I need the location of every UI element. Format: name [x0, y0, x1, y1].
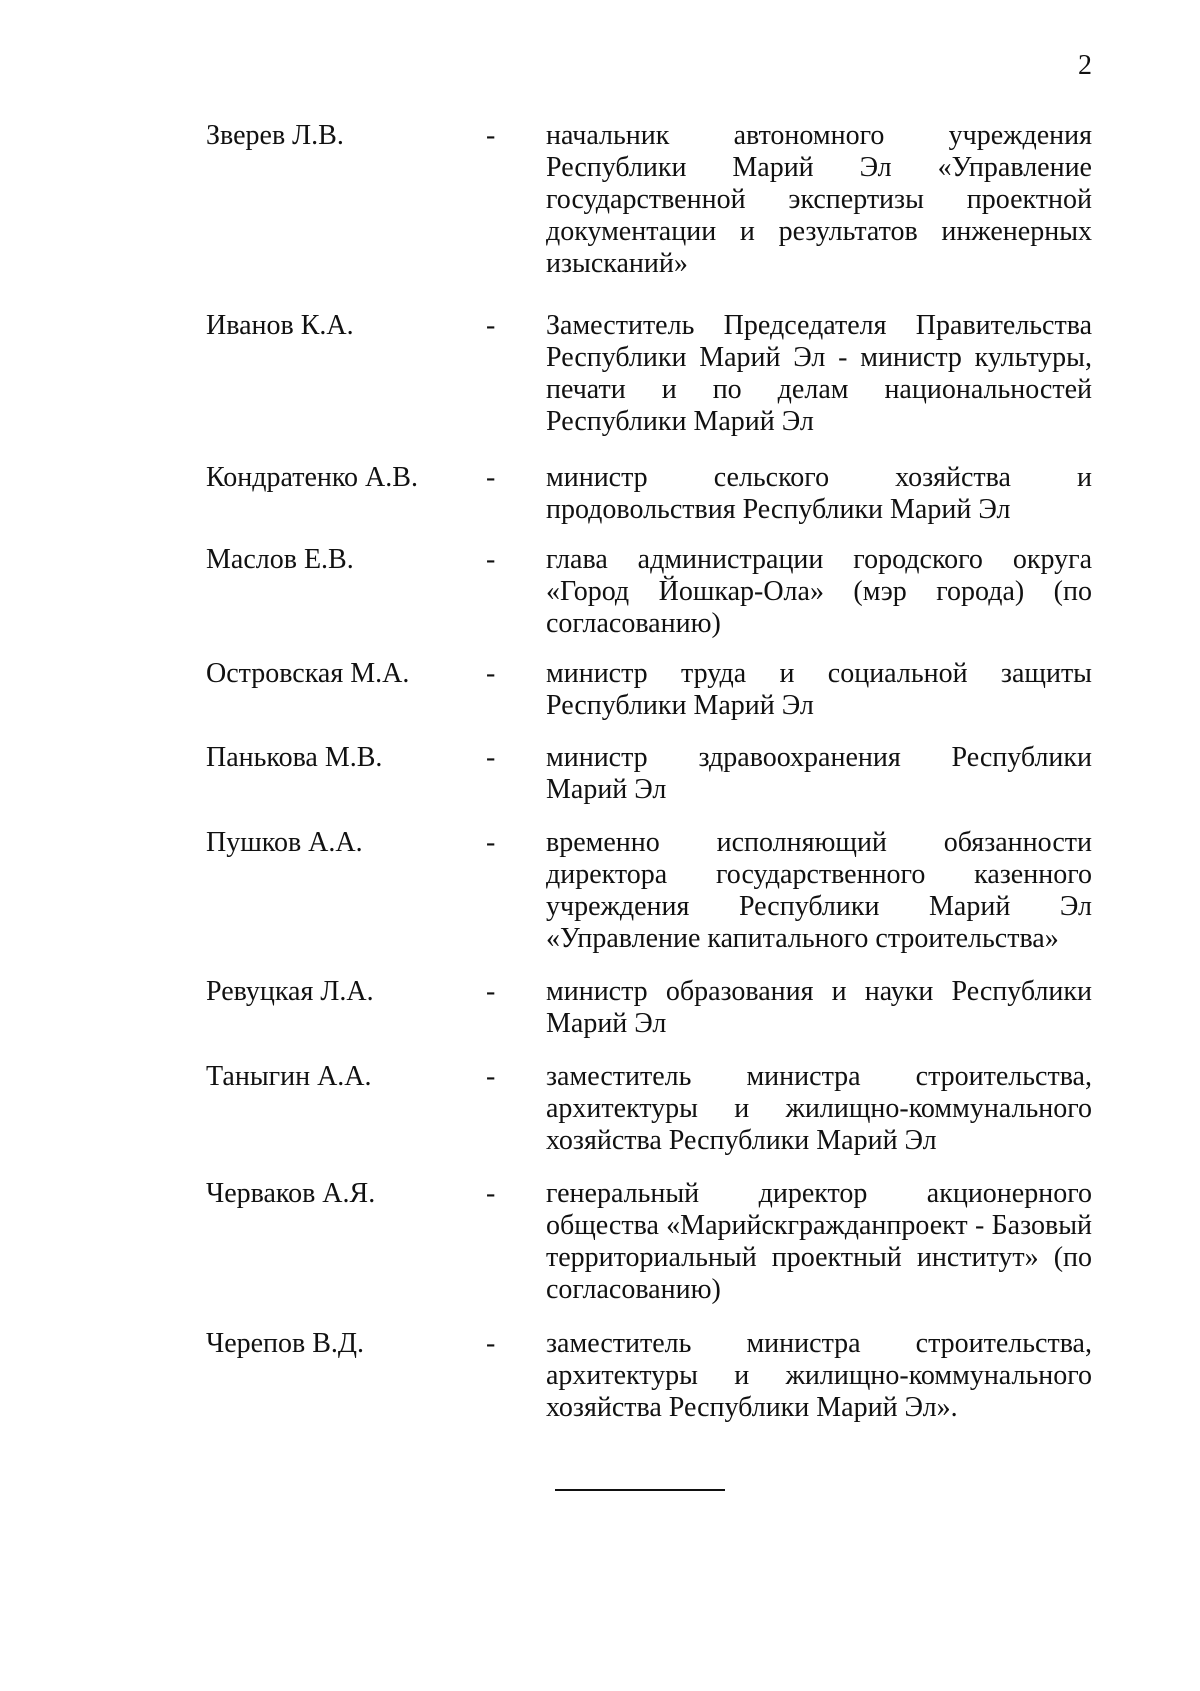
member-row-pushkov: [0, 827, 1200, 955]
member-dash: -: [486, 120, 496, 151]
member-name: Черваков А.Я.: [206, 1178, 376, 1209]
member-dash: -: [486, 310, 496, 341]
member-dash: -: [486, 462, 496, 493]
member-row-pankova: [0, 742, 1200, 806]
member-role: начальник автономного учреждения Республики Марий Эл «Управление государственной экспертизы проектной документации и результатов инженерных изысканий»: [546, 120, 1092, 279]
member-role: министр труда и социальной защиты Республики Марий Эл: [546, 658, 1092, 721]
member-role: заместитель министра строительства, архитектуры и жилищно-коммунального хозяйства Республики Марий Эл».: [546, 1328, 1092, 1423]
member-row-cherepov: [0, 1328, 1200, 1424]
member-row-ivanov: [0, 310, 1200, 438]
member-dash: -: [486, 544, 496, 575]
end-separator-line: [555, 1489, 725, 1491]
member-role: Заместитель Председателя Правительства Республики Марий Эл - министр культуры, печати и по делам национальностей Республики Марий Эл: [546, 310, 1092, 437]
member-name: Зверев Л.В.: [206, 120, 344, 151]
member-role: заместитель министра строительства, архитектуры и жилищно-коммунального хозяйства Республики Марий Эл: [546, 1061, 1092, 1156]
member-row-maslov: [0, 544, 1200, 640]
member-name: Маслов Е.В.: [206, 544, 354, 575]
member-role: министр образования и науки Республики Марий Эл: [546, 976, 1092, 1039]
member-row-zverev: [0, 120, 1200, 280]
member-dash: -: [486, 1061, 496, 1092]
member-role: генеральный директор акционерного общества «Марийскгражданпроект - Базовый территориальный проектный институт» (по согласованию): [546, 1178, 1092, 1305]
member-name: Таныгин А.А.: [206, 1061, 372, 1092]
member-role: временно исполняющий обязанности директора государственного казенного учреждения Республики Марий Эл «Управление капитального строительства»: [546, 827, 1092, 954]
member-dash: -: [486, 827, 496, 858]
member-row-revutskaya: [0, 976, 1200, 1040]
member-name: Ревуцкая Л.А.: [206, 976, 374, 1007]
member-name: Пушков А.А.: [206, 827, 363, 858]
member-name: Кондратенко А.В.: [206, 462, 418, 493]
member-name: Иванов К.А.: [206, 310, 354, 341]
member-dash: -: [486, 976, 496, 1007]
member-name: Островская М.А.: [206, 658, 410, 689]
member-row-kondratenko: [0, 462, 1200, 526]
member-row-ostrovskaya: [0, 658, 1200, 722]
member-name: Панькова М.В.: [206, 742, 383, 773]
member-name: Черепов В.Д.: [206, 1328, 365, 1359]
member-role: министр здравоохранения Республики Марий Эл: [546, 742, 1092, 805]
member-row-chervakov: [0, 1178, 1200, 1306]
member-dash: -: [486, 1178, 496, 1209]
member-dash: -: [486, 1328, 496, 1359]
member-row-tanygin: [0, 1061, 1200, 1157]
member-role: министр сельского хозяйства и продовольствия Республики Марий Эл: [546, 462, 1092, 525]
member-list: [0, 120, 1200, 1424]
page-number: 2: [1078, 50, 1092, 81]
member-dash: -: [486, 742, 496, 773]
member-dash: -: [486, 658, 496, 689]
member-role: глава администрации городского округа «Город Йошкар-Ола» (мэр города) (по согласованию): [546, 544, 1092, 639]
